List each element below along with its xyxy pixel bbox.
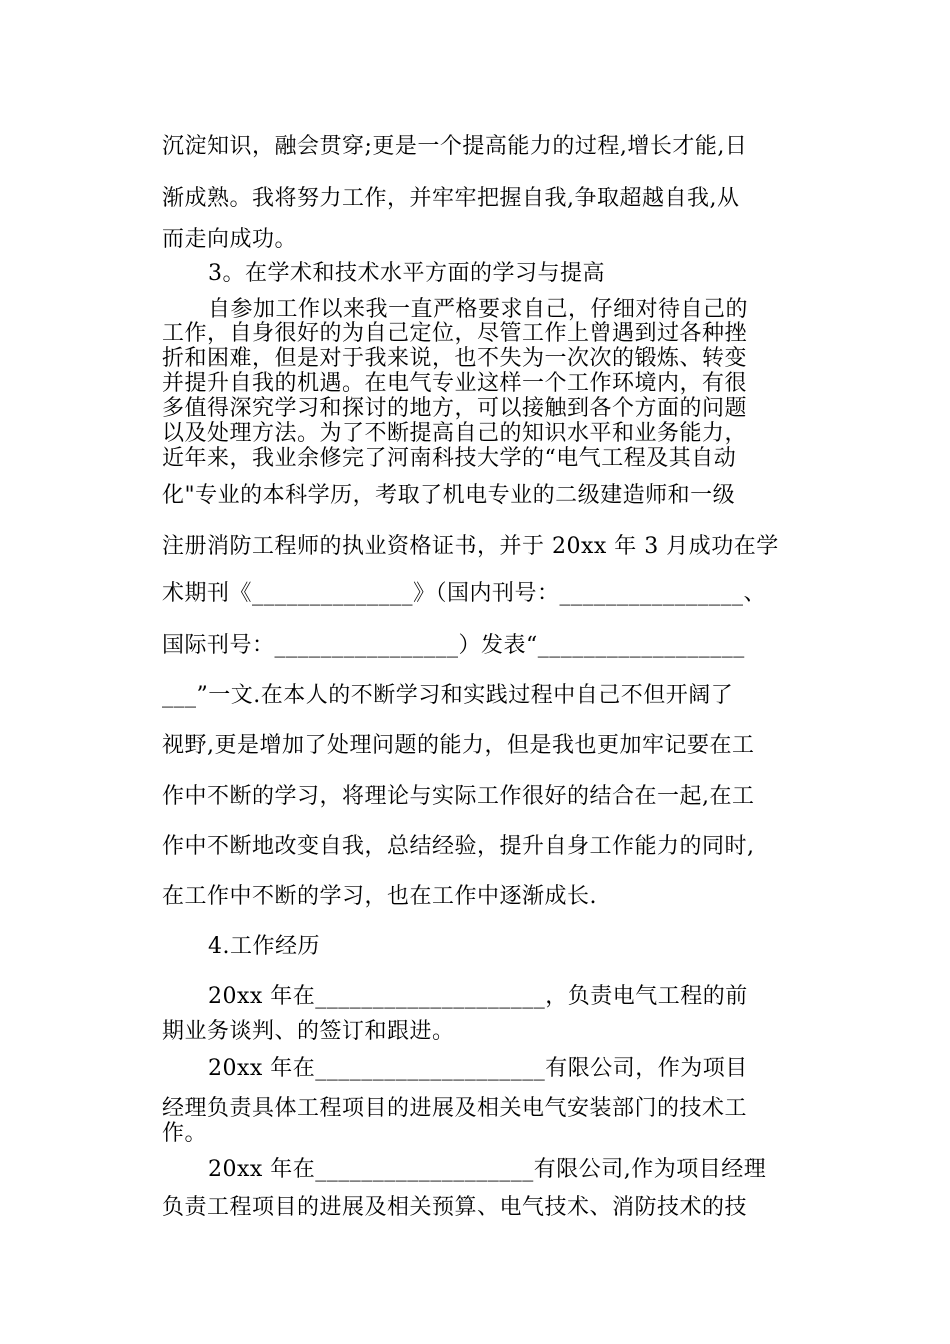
body-text-line: ___”一文.在本人的不断学习和实践过程中自己不但开阔了 — [162, 683, 734, 708]
body-text-line: 而走向成功。 — [162, 227, 298, 252]
body-text-line: 在工作中不断的学习，也在工作中逐渐成长. — [162, 884, 597, 909]
body-text-line: 多值得深究学习和探讨的地方，可以接触到各个方面的问题 — [162, 396, 748, 421]
body-text-line: 20xx 年在____________________，负责电气工程的前 — [208, 984, 748, 1009]
body-text-line: 自参加工作以来我一直严格要求自己，仔细对待自己的 — [208, 297, 749, 322]
body-text-line: 并提升自我的机遇。在电气专业这样一个工作环境内，有很 — [162, 371, 748, 396]
body-text-line: 20xx 年在____________________有限公司，作为项目 — [208, 1056, 748, 1081]
body-text-line: 术期刊《______________》（国内刊号：________________、 — [162, 581, 767, 606]
body-text-line: 渐成熟。我将努力工作，并牢牢把握自我,争取超越自我,从 — [162, 186, 740, 211]
body-text-line: 近年来，我业余修完了河南科技大学的“电气工程及其自动 — [162, 446, 737, 471]
body-text-line: 期业务谈判、的签订和跟进。 — [162, 1019, 455, 1044]
body-text-line: 国际刊号：________________）发表“__________________ — [162, 633, 745, 658]
body-text-line: 沉淀知识，融会贯穿;更是一个提高能力的过程,增长才能,日 — [162, 134, 748, 159]
body-text-line: 化"专业的本科学历，考取了机电专业的二级建造师和一级 — [162, 483, 736, 508]
body-text-line: 折和困难，但是对于我来说，也不失为一次次的锻炼、转变 — [162, 346, 748, 371]
section-heading: 3。在学术和技术水平方面的学习与提高 — [208, 261, 605, 286]
body-text-line: 注册消防工程师的执业资格证书，并于 20xx 年 3 月成功在学 — [162, 534, 779, 559]
section-heading: 4.工作经历 — [208, 934, 320, 959]
body-text-line: 工作，自身很好的为自己定位，尽管工作上曾遇到过各种挫 — [162, 321, 748, 346]
body-text-line: 作中不断地改变自我，总结经验，提升自身工作能力的同时, — [162, 834, 755, 859]
body-text-line: 经理负责具体工程项目的进展及相关电气安装部门的技术工 — [162, 1096, 748, 1121]
body-text-line: 作。 — [162, 1121, 208, 1146]
body-text-line: 以及处理方法。为了不断提高自己的知识水平和业务能力， — [162, 421, 748, 446]
body-text-line: 20xx 年在___________________有限公司,作为项目经理 — [208, 1157, 767, 1182]
body-text-line: 负责工程项目的进展及相关预算、电气技术、消防技术的技 — [162, 1195, 748, 1220]
body-text-line: 作中不断的学习，将理论与实际工作很好的结合在一起,在工 — [162, 784, 755, 809]
body-text-line: 视野,更是增加了处理问题的能力，但是我也更加牢记要在工 — [162, 733, 755, 758]
